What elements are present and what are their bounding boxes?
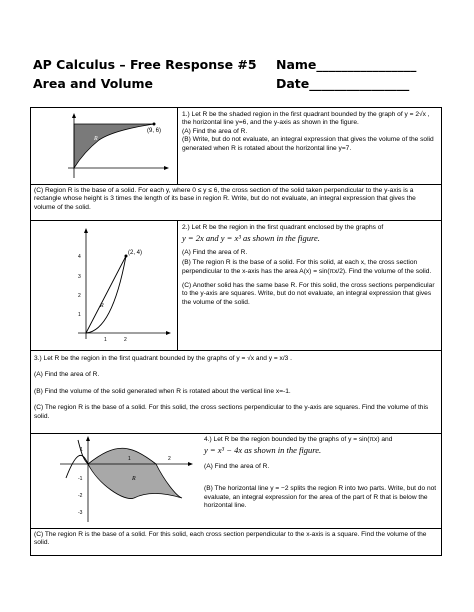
figure-divider-1 bbox=[177, 107, 178, 184]
figure-divider-2 bbox=[177, 220, 178, 350]
table-border-right bbox=[441, 107, 442, 556]
problem2-equation: y = 2x and y = x³ as shown in the figure. bbox=[182, 233, 320, 244]
date-field-label: Date________________ bbox=[276, 76, 410, 91]
problem1-figure bbox=[34, 110, 174, 182]
problem2-text bbox=[182, 224, 438, 307]
problem2-line-2x bbox=[86, 256, 126, 333]
problem1-part-a: (A) Find the area of R. bbox=[182, 127, 248, 135]
problem2-xtick-2: 2 bbox=[124, 337, 127, 343]
problem2-ytick-3: 3 bbox=[78, 274, 81, 280]
table-border-bottom bbox=[30, 555, 442, 556]
problem3-text bbox=[34, 355, 436, 421]
problem2-part-b: (B) The region R is the base of a solid. For this solid, at each x, the cross section perpendicular to the x-axis has the area A(x) = sin(πx/2). Find the volume of the solid. bbox=[182, 259, 432, 275]
problem2-ytick-1: 1 bbox=[78, 312, 81, 318]
problem1-part-b: (B) Write, but do not evaluate, an integral expression that gives the volume of the solid generated when R is rotated about the horizontal line y=7. bbox=[182, 136, 434, 152]
problem4-ytick-neg1: -1 bbox=[78, 476, 83, 482]
problem4-xtick-1: 1 bbox=[128, 456, 131, 462]
row-divider-1 bbox=[30, 184, 442, 185]
problem4-equation: y = x³ − 4x as shown in the figure. bbox=[204, 445, 322, 456]
problem4-part-b: (B) The horizontal line y = −2 splits the region R into two parts. Write, but do not evaluate, an integral expression for the area of the part of R that is below the horizontal line. bbox=[204, 485, 437, 510]
problem2-ytick-2: 2 bbox=[78, 293, 81, 299]
problem4-ytick-neg2: -2 bbox=[78, 493, 83, 499]
problem1-statement: 1.) Let R be the shaded region in the first quadrant bounded by the graph of y = 2√x , the horizontal line y=6, and the y-axis as shown in the figure. bbox=[182, 111, 430, 127]
worksheet-title: AP Calculus – Free Response #5 bbox=[33, 57, 257, 72]
row-divider-3 bbox=[30, 350, 442, 351]
row-divider-5 bbox=[30, 528, 442, 529]
problem1-shaded-region bbox=[74, 124, 154, 168]
problem4-xtick-2: 2 bbox=[168, 456, 171, 462]
row-divider-2 bbox=[30, 220, 442, 221]
problem2-figure bbox=[34, 223, 174, 347]
problem1-point-label: (9, 6) bbox=[147, 128, 162, 134]
problem1-text bbox=[182, 111, 438, 153]
problem2-part-c: (C) Another solid has the same base R. For this solid, the cross sections perpendicular to the y-axis are squares. Write, but do not evaluate, an integral expression that gives the volume of the solid. bbox=[182, 282, 435, 306]
problem4-part-c: (C) The region R is the base of a solid. For this solid, each cross section perpendicular to the x-axis is a square. Find the volume of the solid. bbox=[34, 531, 427, 547]
row-divider-4 bbox=[30, 433, 442, 434]
problem4-curve-sin bbox=[66, 455, 88, 478]
worksheet-subtitle: Area and Volume bbox=[33, 76, 154, 91]
problem2-region-label: R bbox=[100, 303, 104, 309]
problem3-part-c: (C) The region R is the base of a solid. For this solid, the cross sections perpendicular to the y-axis are squares. Find the volume of this solid. bbox=[34, 404, 429, 420]
problem1-part-c: (C) Region R is the base of a solid. For each y, where 0 ≤ y ≤ 6, the cross section of the solid taken perpendicular to the y-axis is a rectangle whose height is 3 times the length of its base in region R. Write, but do not evaluate, an integral expression that gives the volume of the solid. bbox=[34, 187, 416, 211]
problem4-region-label: R bbox=[132, 476, 136, 482]
problem4-intro: 4.) Let R be the region bounded by the graphs of y = sin(πx) and bbox=[204, 436, 393, 443]
problem4-figure bbox=[36, 436, 196, 526]
problem2-ytick-4: 4 bbox=[78, 254, 81, 260]
problem4-ytick-neg3: -3 bbox=[78, 510, 83, 516]
problem2-part-a: (A) Find the area of R. bbox=[182, 248, 248, 256]
problem3-statement: 3.) Let R be the region in the first quadrant bounded by the graphs of y = √x and y = x/3 . bbox=[34, 355, 293, 362]
table-border-top bbox=[30, 107, 442, 108]
problem2-intro: 2.) Let R be the region in the first quadrant enclosed by the graphs of bbox=[182, 224, 384, 231]
problem3-part-b: (B) Find the volume of the solid generated when R is rotated about the vertical line x=-1. bbox=[34, 387, 291, 395]
problem4-ytick-1: 1 bbox=[80, 447, 83, 453]
table-border-left bbox=[30, 107, 31, 556]
problem4-text bbox=[204, 436, 438, 510]
problem1-region-label: R bbox=[94, 136, 98, 142]
problem2-xtick-1: 1 bbox=[104, 337, 107, 343]
problem3-part-a: (A) Find the area of R. bbox=[34, 371, 100, 379]
problem4-part-a: (A) Find the area of R. bbox=[204, 462, 270, 470]
name-field-label: Name________________ bbox=[276, 57, 417, 72]
problem2-point-label: (2, 4) bbox=[128, 250, 143, 256]
